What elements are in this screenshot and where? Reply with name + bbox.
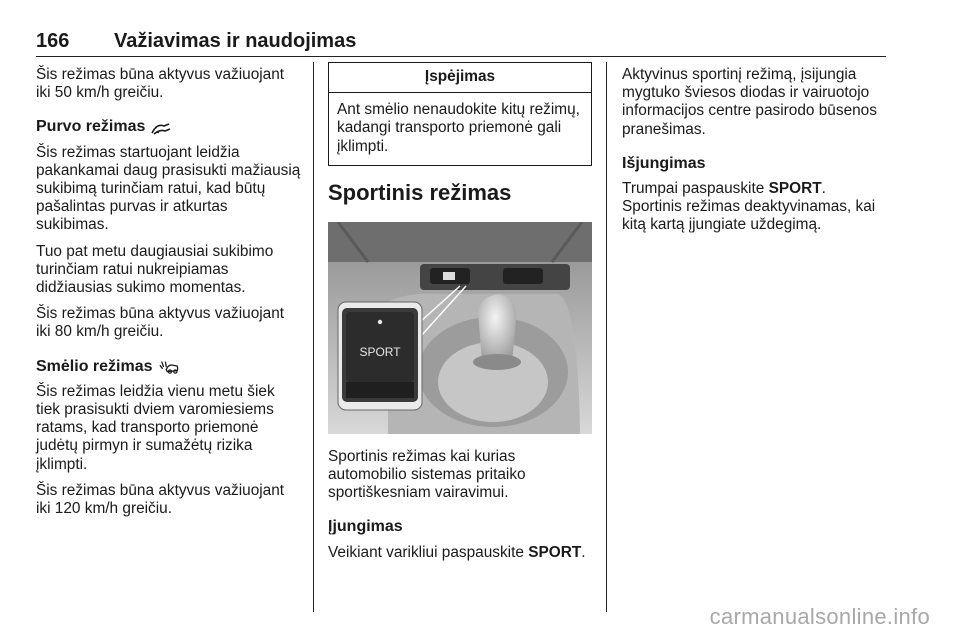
warning-text: Ant smėlio nenaudokite kitų režimų, kadangi transporto priemonė gali įklimpti.: [337, 101, 580, 155]
sport-keyword: SPORT: [528, 543, 582, 561]
activation-heading: [328, 518, 592, 536]
mud-mode-icon: [151, 120, 171, 136]
paragraph: [328, 544, 592, 562]
paragraph: [622, 180, 892, 198]
heading-text: Purvo režimas: [36, 118, 146, 136]
text: Trumpai paspauskite: [622, 180, 765, 198]
section-title: Sportinis režimas: [328, 179, 512, 205]
column-divider-right: [606, 62, 607, 612]
paragraph: Tuo pat metu daugiausiai sukibimo turinčiam ratui nukreipiamas didžiausias sukimo momentas.: [36, 242, 274, 297]
text: Veikiant varikliui paspauskite: [328, 543, 524, 561]
paragraph: Sportinis režimas deaktyvinamas, kai kitą kartą įjungiate uždegimą.: [622, 198, 876, 234]
column-right: [622, 66, 892, 243]
paragraph: Šis režimas būna aktyvus važiuojant iki 50 km/h greičiu.: [36, 66, 285, 102]
gear-selector: [478, 294, 516, 362]
deactivation-heading: [622, 155, 892, 173]
paragraph: Šis režimas leidžia vienu metu šiek tiek prasisukti dviem varomiesiems ratams, kad transporto priemonė judėtų pirmyn ir sumažėtų rizika įklimpti.: [36, 382, 275, 473]
warning-box: [328, 62, 592, 166]
paragraph: Šis režimas būna aktyvus važiuojant iki 120 km/h greičiu.: [36, 481, 285, 518]
sport-label: SPORT: [359, 344, 401, 359]
heading-text: Smėlio režimas: [36, 357, 153, 375]
sand-mode-icon: [159, 359, 179, 375]
header-rule: [36, 56, 886, 57]
led-indicator: [378, 320, 382, 324]
warning-title: Įspėjimas: [329, 63, 591, 93]
text: .: [821, 180, 826, 198]
column-left: [36, 66, 302, 526]
text: .: [581, 543, 586, 561]
mud-mode-heading: [36, 118, 302, 136]
page-number: 166: [36, 30, 70, 52]
heading-text: Išjungimas: [622, 154, 706, 172]
paragraph: Sportinis režimas kai kurias automobilio sistemas pritaiko sportiškesniam vairavimui.: [328, 447, 526, 502]
paragraph: Šis režimas būna aktyvus važiuojant iki 80 km/h greičiu.: [36, 305, 285, 341]
paragraph: Šis režimas startuojant leidžia pakankamai daug prasisukti mažiausią sukibimą turinčiam ratui, kad būtų pašalintas purvas ir atkurtas sukibimas.: [36, 143, 301, 234]
sport-button-figure: [328, 222, 592, 434]
page-title: Važiavimas ir naudojimas: [114, 30, 357, 52]
sand-mode-heading: [36, 358, 302, 376]
column-middle: [328, 62, 592, 570]
column-divider-left: [313, 62, 314, 612]
watermark: carmanualsonline.info: [709, 604, 930, 629]
paragraph: Aktyvinus sportinį režimą, įsijungia mygtuko šviesos diodas ir vairuotojo informacijos centre pasirodo būsenos pranešimas.: [622, 66, 877, 138]
button-cluster-right: [503, 268, 543, 284]
heading-text: Įjungimas: [328, 518, 403, 536]
sport-keyword: SPORT: [768, 180, 822, 198]
